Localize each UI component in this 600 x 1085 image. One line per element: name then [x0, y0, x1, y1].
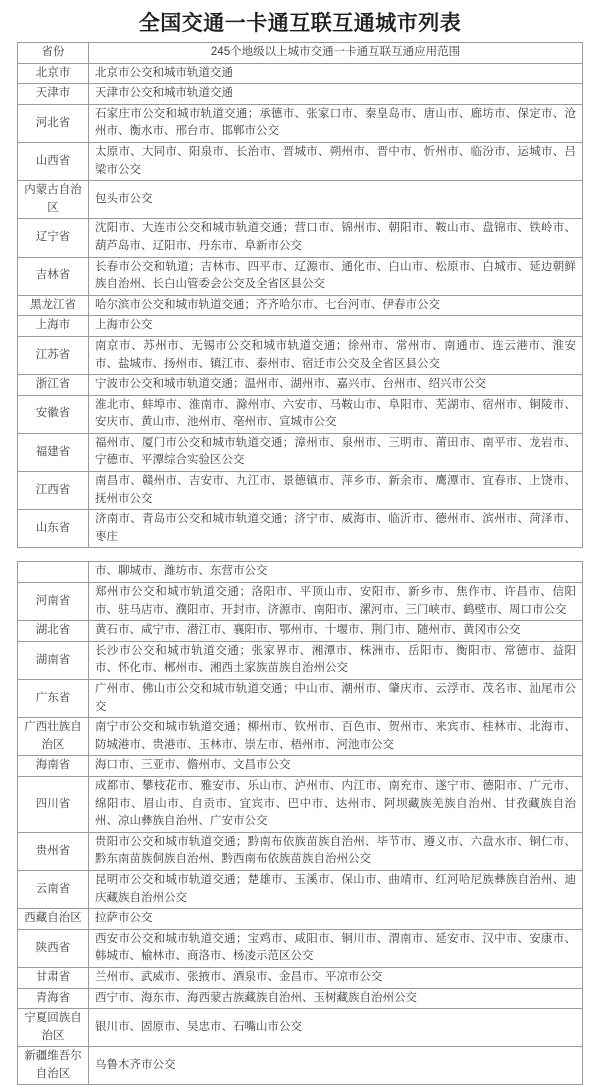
province-cell: 湖北省 — [18, 621, 89, 642]
province-cell: 云南省 — [18, 870, 89, 908]
table-row — [18, 776, 583, 832]
province-cell: 内蒙古自治区 — [18, 181, 89, 219]
province-cell: 广东省 — [18, 680, 89, 718]
table-row — [18, 870, 583, 908]
table-row — [18, 433, 583, 471]
cities-cell: 西安市公交和城市轨道交通；宝鸡市、咸阳市、铜川市、渭南市、延安市、汉中市、安康市、韩城市、榆林市、商洛市、杨凌示范区公交 — [89, 929, 583, 967]
province-cell: 河北省 — [18, 104, 89, 142]
cities-cell: 长沙市公交和城市轨道交通；张家界市、湘潭市、株洲市、岳阳市、衡阳市、常德市、益阳市、怀化市、郴州市、湘西土家族苗族自治州公交 — [89, 641, 583, 679]
cities-cell: 银川市、固原市、吴忠市、石嘴山市公交 — [89, 1009, 583, 1047]
province-cell: 江苏省 — [18, 336, 89, 374]
cities-cell: 市、聊城市、潍坊市、东营市公交 — [89, 562, 583, 583]
table-row — [18, 1047, 583, 1085]
table-row — [18, 967, 583, 988]
table-row — [18, 832, 583, 870]
cities-cell: 南京市、苏州市、无锡市公交和城市轨道交通；徐州市、常州市、南通市、连云港市、淮安市、盐城市、扬州市、镇江市、泰州市、宿迁市公交及全省区县公交 — [89, 336, 583, 374]
province-cell: 江西省 — [18, 472, 89, 510]
cities-cell: 宁波市公交和城市轨道交通；温州市、湖州市、嘉兴市、台州市、绍兴市公交 — [89, 375, 583, 396]
province-cell: 北京市 — [18, 63, 89, 84]
cities-cell: 南昌市、赣州市、吉安市、九江市、景德镇市、萍乡市、新余市、鹰潭市、宜春市、上饶市、抚州市公交 — [89, 472, 583, 510]
province-cell: 青海省 — [18, 988, 89, 1009]
province-cell: 山东省 — [18, 510, 89, 548]
province-cell: 天津市 — [18, 84, 89, 105]
province-cell: 湖南省 — [18, 641, 89, 679]
cities-cell: 黄石市、咸宁市、潜江市、襄阳市、鄂州市、十堰市、荆门市、随州市、黄冈市公交 — [89, 621, 583, 642]
province-cell: 吉林省 — [18, 257, 89, 295]
cities-cell: 石家庄市公交和城市轨道交通；承德市、张家口市、秦皇岛市、唐山市、廊坊市、保定市、沧州市、衡水市、邢台市、邯郸市公交 — [89, 104, 583, 142]
table-header-section — [18, 43, 583, 64]
cities-cell: 太原市、大同市、阳泉市、长治市、晋城市、朔州市、晋中市、忻州市、临汾市、运城市、吕梁市公交 — [89, 142, 583, 180]
province-cell: 贵州省 — [18, 832, 89, 870]
cities-cell: 西宁市、海东市、海西蒙古族藏族自治州、玉树藏族自治州公交 — [89, 988, 583, 1009]
table-row — [18, 718, 583, 756]
table-row — [18, 583, 583, 621]
table-row — [18, 929, 583, 967]
table-row — [18, 756, 583, 777]
cities-cell: 淮北市、蚌埠市、淮南市、滁州市、六安市、马鞍山市、阜阳市、芜湖市、宿州市、铜陵市、安庆市、黄山市、池州市、亳州市、宣城市公交 — [89, 395, 583, 433]
cities-cell: 兰州市、武威市、张掖市、酒泉市、金昌市、平凉市公交 — [89, 967, 583, 988]
province-header-cell: 省份 — [18, 43, 89, 64]
cities-cell: 济南市、青岛市公交和城市轨道交通；济宁市、威海市、临沂市、德州市、滨州市、菏泽市、枣庄 — [89, 510, 583, 548]
province-cell: 河南省 — [18, 583, 89, 621]
table-row — [18, 472, 583, 510]
scope-header-cell: 245个地级以上城市交通一卡通互联互通应用范围 — [89, 43, 583, 64]
cities-cell: 北京市公交和城市轨道交通 — [89, 63, 583, 84]
cities-cell: 广州市、佛山市公交和城市轨道交通；中山市、潮州市、肇庆市、云浮市、茂名市、汕尾市公交 — [89, 680, 583, 718]
cities-cell: 南宁市公交和城市轨道交通；柳州市、钦州市、百色市、贺州市、来宾市、桂林市、北海市、防城港市、贵港市、玉林市、崇左市、梧州市、河池市公交 — [89, 718, 583, 756]
table-row — [18, 295, 583, 316]
province-cell — [18, 562, 89, 583]
table-body-part1 — [18, 63, 583, 548]
table-row — [18, 104, 583, 142]
province-cell: 浙江省 — [18, 375, 89, 396]
table-row — [18, 375, 583, 396]
table-row — [18, 909, 583, 930]
cities-cell: 包头市公交 — [89, 181, 583, 219]
province-cell: 辽宁省 — [18, 219, 89, 257]
table-row — [18, 142, 583, 180]
table-body-part2 — [18, 562, 583, 1085]
table-row — [18, 621, 583, 642]
province-cell: 广西壮族自治区 — [18, 718, 89, 756]
cities-cell: 长春市公交和轨道；吉林市、四平市、辽源市、通化市、白山市、松原市、白城市、延边朝鲜族自治州、长白山管委会公交及全省区县公交 — [89, 257, 583, 295]
province-cell: 西藏自治区 — [18, 909, 89, 930]
province-cell: 海南省 — [18, 756, 89, 777]
table-row — [18, 562, 583, 583]
page — [0, 7, 600, 1085]
page-title: 全国交通一卡通互联互通城市列表 — [138, 12, 462, 35]
table-gap — [0, 548, 600, 561]
table-row — [18, 84, 583, 105]
cities-cell: 海口市、三亚市、儋州市、文昌市公交 — [89, 756, 583, 777]
table-row — [18, 336, 583, 374]
cities-cell: 拉萨市公交 — [89, 909, 583, 930]
table-row — [18, 219, 583, 257]
province-cell: 四川省 — [18, 776, 89, 832]
cities-cell: 昆明市公交和城市轨道交通；楚雄市、玉溪市、保山市、曲靖市、红河哈尼族彝族自治州、迪庆藏族自治州公交 — [89, 870, 583, 908]
province-cell: 福建省 — [18, 433, 89, 471]
cities-cell: 郑州市公交和城市轨道交通；洛阳市、平顶山市、安阳市、新乡市、焦作市、许昌市、信阳市、驻马店市、濮阳市、开封市、济源市、南阳市、漯河市、三门峡市、鹤壁市、周口市公交 — [89, 583, 583, 621]
province-cell: 新疆维吾尔自治区 — [18, 1047, 89, 1085]
province-cell: 黑龙江省 — [18, 295, 89, 316]
province-cell: 甘肃省 — [18, 967, 89, 988]
city-table-part1 — [17, 42, 583, 548]
table-row — [18, 316, 583, 337]
cities-cell: 成都市、攀枝花市、雅安市、乐山市、泸州市、内江市、南充市、遂宁市、德阳市、广元市、绵阳市、眉山市、自贡市、宜宾市、巴中市、达州市、阿坝藏族羌族自治州、甘孜藏族自治州、凉山彝族自治州、广安市公交 — [89, 776, 583, 832]
cities-cell: 福州市、厦门市公交和城市轨道交通；漳州市、泉州市、三明市、莆田市、南平市、龙岩市、宁德市、平潭综合实验区公交 — [89, 433, 583, 471]
table-row — [18, 181, 583, 219]
table-row — [18, 510, 583, 548]
table-row — [18, 257, 583, 295]
province-cell: 上海市 — [18, 316, 89, 337]
table-row — [18, 680, 583, 718]
cities-cell: 哈尔滨市公交和城市轨道交通；齐齐哈尔市、七台河市、伊春市公交 — [89, 295, 583, 316]
cities-cell: 天津市公交和城市轨道交通 — [89, 84, 583, 105]
cities-cell: 沈阳市、大连市公交和城市轨道交通；营口市、锦州市、朝阳市、鞍山市、盘锦市、铁岭市、葫芦岛市、辽阳市、丹东市、阜新市公交 — [89, 219, 583, 257]
table-row — [18, 641, 583, 679]
table-row — [18, 63, 583, 84]
table-row — [18, 1009, 583, 1047]
header-row — [18, 43, 583, 64]
city-table-part2 — [17, 561, 583, 1085]
province-cell: 安徽省 — [18, 395, 89, 433]
cities-cell: 贵阳市公交和城市轨道交通；黔南布依族苗族自治州、毕节市、遵义市、六盘水市、铜仁市、黔东南苗族侗族自治州、黔西南布依族苗族自治州公交 — [89, 832, 583, 870]
table-row — [18, 988, 583, 1009]
cities-cell: 乌鲁木齐市公交 — [89, 1047, 583, 1085]
province-cell: 陕西省 — [18, 929, 89, 967]
cities-cell: 上海市公交 — [89, 316, 583, 337]
province-cell: 宁夏回族自治区 — [18, 1009, 89, 1047]
table-row — [18, 395, 583, 433]
province-cell: 山西省 — [18, 142, 89, 180]
